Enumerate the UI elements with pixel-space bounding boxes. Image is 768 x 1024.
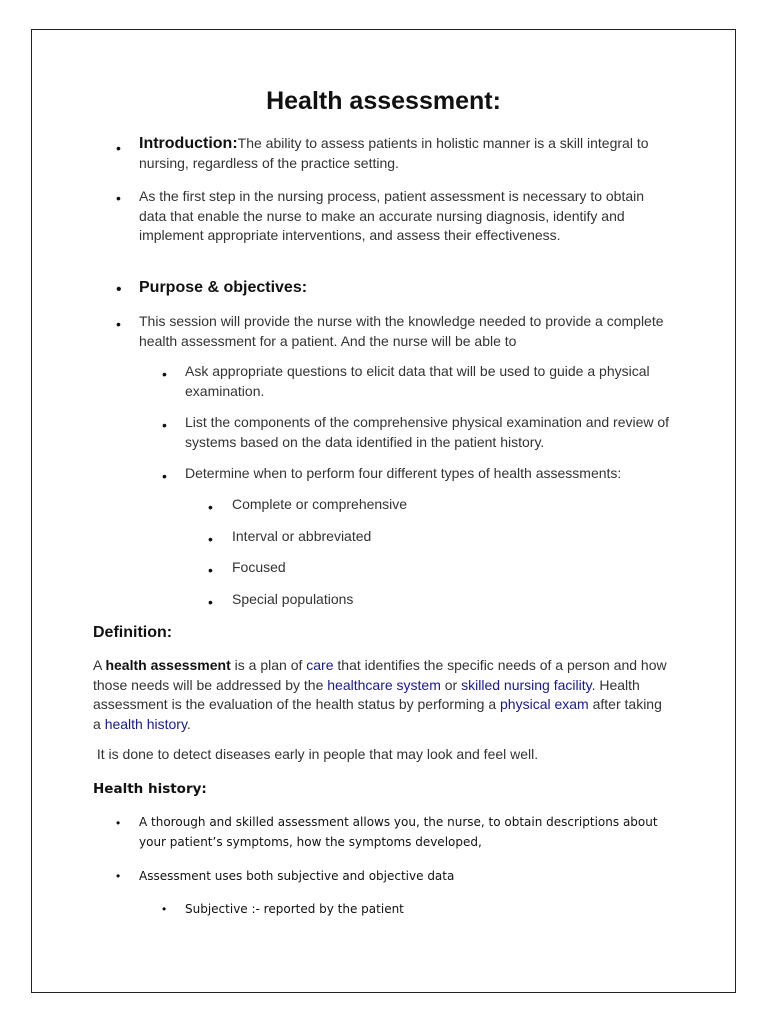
- intro-heading: Introduction:: [139, 135, 238, 152]
- bullet: •: [116, 316, 121, 332]
- definition-paragraph: [93, 656, 673, 734]
- link-physical-exam[interactable]: physical exam: [500, 696, 589, 712]
- text-run: or: [440, 676, 462, 693]
- bullet: •: [116, 816, 121, 830]
- text-run: is a plan of: [230, 657, 307, 673]
- objective-item: List the components of the comprehensive physical examination and review of systems based on the data identified in the patient history.: [185, 414, 670, 450]
- health-history-heading: Health history:: [93, 781, 207, 797]
- health-history-subitem: Subjective :- reported by the patient: [185, 902, 404, 916]
- page-title: Health assessment:: [266, 87, 501, 115]
- health-history-item: Assessment uses both subjective and objective data: [139, 869, 455, 883]
- bullet: •: [162, 902, 167, 916]
- bullet: •: [208, 594, 213, 610]
- document-page: [31, 29, 736, 993]
- health-history-item: A thorough and skilled assessment allows you, the nurse, to obtain descriptions about your patient’s symptoms, how the symptoms developed,: [139, 815, 658, 849]
- text-run: after taking a: [93, 696, 662, 732]
- text-run: that identifies the specific needs of a person and how those needs will be addressed by the: [93, 657, 667, 693]
- link-skilled-nursing-facility[interactable]: skilled nursing facility: [461, 676, 592, 693]
- assessment-type: Special populations: [232, 591, 354, 607]
- link-care[interactable]: care: [306, 657, 334, 673]
- text-run: . Health assessment is the evaluation of the health status by performing a: [93, 676, 640, 712]
- bullet: •: [116, 281, 122, 298]
- objective-item: Determine when to perform four different types of health assessments:: [185, 465, 622, 481]
- purpose-text: This session will provide the nurse with the knowledge needed to provide a complete health assessment for a patient. And the nurse will be able to: [139, 313, 664, 349]
- intro-text: The ability to assess patients in holistic manner is a skill integral to nursing, regardless of the practice setting.: [139, 135, 649, 171]
- assessment-type: Interval or abbreviated: [232, 528, 372, 544]
- bullet: •: [116, 190, 121, 206]
- assessment-type: Focused: [232, 559, 286, 575]
- bullet: •: [208, 499, 213, 515]
- bullet: •: [162, 468, 167, 484]
- definition-note: It is done to detect diseases early in people that may look and feel well.: [93, 746, 539, 762]
- objective-item: Ask appropriate questions to elicit data that will be used to guide a physical examination.: [185, 363, 650, 399]
- bullet: •: [208, 562, 213, 578]
- text-run: .: [186, 715, 191, 732]
- definition-heading: Definition:: [93, 624, 173, 641]
- assessment-type: Complete or comprehensive: [232, 496, 408, 512]
- text-run: A: [93, 657, 106, 673]
- purpose-heading: Purpose & objectives:: [139, 279, 308, 296]
- bullet: •: [116, 140, 121, 156]
- bullet: •: [162, 417, 167, 433]
- first-step-paragraph: As the first step in the nursing process, patient assessment is necessary to obtain data that enable the nurse to make an accurate nursing diagnosis, identify and implement appropriate interventions, and assess their effectiveness.: [139, 188, 645, 243]
- link-healthcare-system[interactable]: healthcare system: [327, 676, 441, 693]
- link-health-history[interactable]: health history: [104, 715, 187, 732]
- bullet: •: [162, 366, 167, 382]
- term-health-assessment: health assessment: [105, 657, 231, 673]
- bullet: •: [116, 869, 121, 883]
- intro-paragraph: [139, 134, 669, 173]
- bullet: •: [208, 531, 213, 547]
